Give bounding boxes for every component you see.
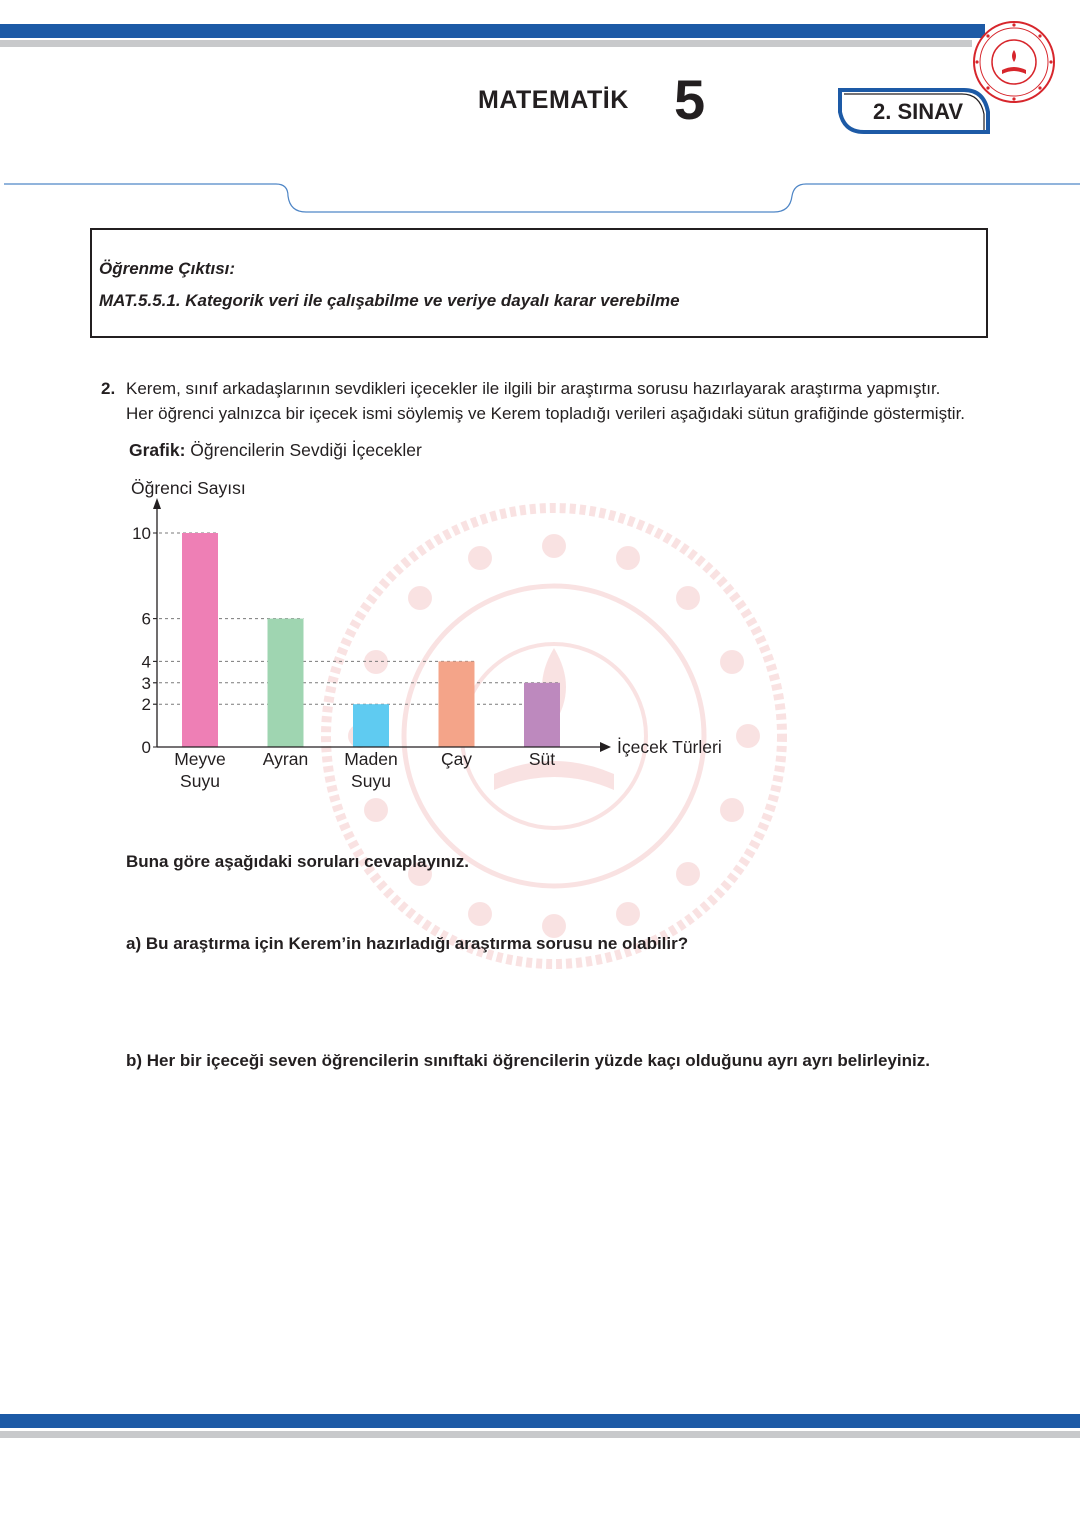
top-blue-bar xyxy=(0,24,985,38)
outcome-text: MAT.5.5.1. Kategorik veri ile çalışabilme ve veriye dayalı karar verebilme xyxy=(99,291,680,310)
y-tick-label: 4 xyxy=(141,652,151,672)
bar xyxy=(524,683,560,747)
meb-seal-icon xyxy=(972,20,1056,104)
graph-label: Grafik: xyxy=(129,440,186,460)
chart-y-axis-arrow xyxy=(153,498,161,509)
x-tick-label: Suyu xyxy=(180,771,220,791)
y-tick-label: 0 xyxy=(141,738,151,757)
bar xyxy=(182,533,218,747)
exam-label: 2. SINAV xyxy=(873,99,964,124)
question-part-b: b) Her bir içeceği seven öğrencilerin sınıftaki öğrencilerin yüzde kaçı olduğunu ayrı ayrı belirleyiniz. xyxy=(126,1051,930,1070)
chart-x-ticks xyxy=(174,749,555,791)
question-text-line-2: Her öğrenci yalnızca bir içecek ismi söylemiş ve Kerem topladığı verileri aşağıdaki sütun grafiğinde göstermiştir. xyxy=(126,404,966,423)
learning-outcome-box xyxy=(90,228,988,338)
subject-title: MATEMATİK xyxy=(478,86,629,114)
outcome-title: Öğrenme Çıktısı: xyxy=(99,259,236,278)
x-tick-label: Maden xyxy=(344,749,398,769)
question-number: 2. xyxy=(101,379,116,398)
x-tick-label: Meyve xyxy=(174,749,226,769)
y-tick-label: 6 xyxy=(141,609,151,629)
question-part-a: a) Bu araştırma için Kerem’in hazırladığı araştırma sorusu ne olabilir? xyxy=(126,934,689,953)
bar xyxy=(439,661,475,747)
bar xyxy=(268,619,304,747)
question-text-line-1: Kerem, sınıf arkadaşlarının sevdikleri içecekler ile ilgili bir araştırma sorusu hazırlayarak araştırma yapmıştır. xyxy=(126,379,941,398)
top-gray-bar xyxy=(0,40,972,47)
graph-caption xyxy=(129,440,422,461)
bar xyxy=(353,704,389,747)
x-tick-label: Ayran xyxy=(262,749,309,769)
graph-caption-text: Öğrencilerin Sevdiği İçecekler xyxy=(190,440,422,460)
x-tick-label: Çay xyxy=(440,749,473,769)
instruction-text: Buna göre aşağıdaki soruları cevaplayınız. xyxy=(126,852,469,871)
chart-y-axis-label: Öğrenci Sayısı xyxy=(131,478,246,498)
bottom-gray-bar xyxy=(0,1431,1080,1438)
header-divider xyxy=(0,180,1080,220)
chart-bars xyxy=(182,533,560,747)
grade-number: 5 xyxy=(674,68,706,131)
x-tick-label: Suyu xyxy=(351,771,391,791)
bar-chart xyxy=(120,470,760,800)
x-tick-label: Süt xyxy=(528,749,556,769)
chart-y-ticks xyxy=(132,524,157,757)
chart-x-axis-label: İçecek Türleri xyxy=(617,737,722,757)
bottom-blue-bar xyxy=(0,1414,1080,1428)
y-tick-label: 10 xyxy=(132,524,151,543)
y-tick-label: 3 xyxy=(141,673,151,693)
chart-x-axis-arrow xyxy=(600,742,611,752)
y-tick-label: 2 xyxy=(141,695,151,715)
